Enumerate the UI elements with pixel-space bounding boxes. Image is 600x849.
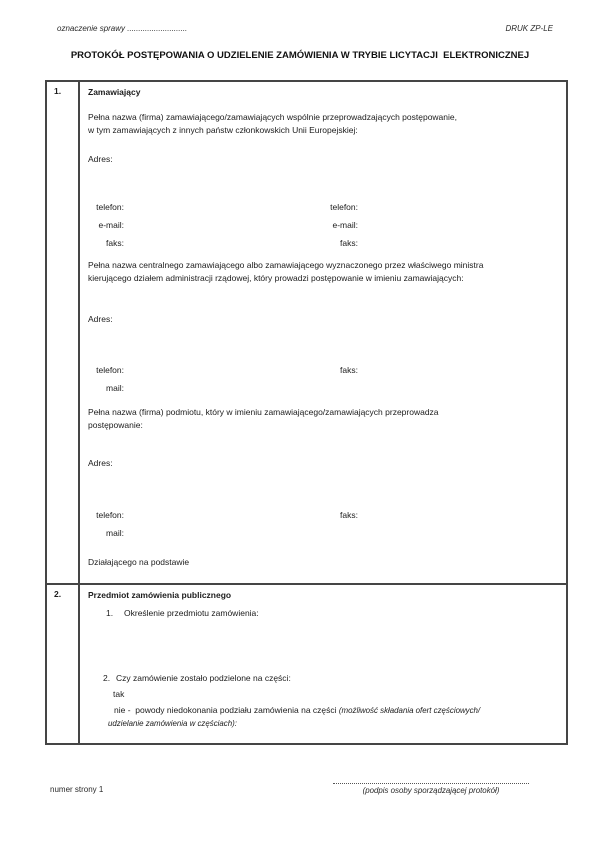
mail-row-2 (88, 379, 556, 397)
telefon-row-1 (88, 198, 556, 216)
email-label-right: e-mail: (332, 220, 358, 230)
contracting-authority-name-label: Pełna nazwa (firma) zamawiającego/zamawiających wspólnie przeprowadzających postępowanie, w tym zamawiających z innych państw członkowskich Unii Europejskiej: (88, 112, 457, 135)
section-2-content (80, 585, 566, 743)
faks-label-left: faks: (106, 238, 124, 248)
mail-row-3 (88, 524, 556, 542)
option-no (88, 704, 556, 730)
case-number-label: oznaczenie sprawy ........................... (57, 24, 188, 33)
document-meta-row (57, 24, 553, 33)
faks-label-right: faks: (340, 238, 358, 248)
section-1-heading: Zamawiający (88, 87, 141, 97)
faks-label-3: faks: (340, 510, 358, 520)
mail-label-3: mail: (106, 528, 124, 538)
signature-block (333, 776, 529, 795)
central-authority-name-label: Pełna nazwa centralnego zamawiającego albo zamawiającego wyznaczonego przez właściwego ministra kierującego działem administracji rządowej, który prowadzi postępowanie w imieniu zamawiających: (88, 260, 484, 283)
email-label-left: e-mail: (98, 220, 124, 230)
telefon-label-3: telefon: (96, 510, 124, 520)
section-1-row (47, 82, 566, 583)
mail-label-2: mail: (106, 383, 124, 393)
telefon-label-left: telefon: (96, 202, 124, 212)
option-no-note-line1: (możliwość składania ofert częściowych/ (338, 706, 481, 715)
conducting-entity-name-label: Pełna nazwa (firma) podmiotu, który w imieniu zamawiającego/zamawiających przeprowadza postępowanie: (88, 407, 439, 430)
faks-row-1 (88, 234, 556, 252)
item-2-number: 2. (103, 673, 111, 683)
option-no-note-line2: udzielanie zamówienia w częściach): (108, 719, 237, 728)
section-1-content (80, 82, 566, 583)
document-title: PROTOKÓŁ POSTĘPOWANIA O UDZIELENIE ZAMÓWIENIA W TRYBIE LICYTACJI ELEKTRONICZNEJ (70, 50, 530, 61)
telefon-label-2: telefon: (96, 365, 124, 375)
signature-caption: (podpis osoby sporządzającej protokół) (362, 786, 500, 795)
signature-dotted-line (333, 776, 529, 784)
section-2-number: 2. (47, 585, 80, 743)
option-no-prefix: nie - powody niedokonania podziału zamówienia na części (114, 705, 339, 715)
address-label-2: Adres: (88, 314, 113, 324)
item-2-text: Czy zamówienie zostało podzielone na części: (116, 673, 291, 683)
telefon-faks-row-3 (88, 506, 556, 524)
telefon-label-right: telefon: (330, 202, 358, 212)
contact-block-3 (88, 506, 556, 542)
email-row-1 (88, 216, 556, 234)
protocol-table (45, 80, 568, 745)
contact-block-1 (88, 198, 556, 252)
address-label-1: Adres: (88, 154, 113, 164)
faks-label-2: faks: (340, 365, 358, 375)
section-2-heading: Przedmiot zamówienia publicznego (88, 590, 232, 600)
subject-definition-item (106, 607, 556, 620)
section-2-row (47, 583, 566, 743)
contact-block-2 (88, 361, 556, 397)
section-1-number: 1. (47, 82, 80, 583)
telefon-faks-row-2 (88, 361, 556, 379)
address-label-3: Adres: (88, 458, 113, 468)
acting-basis-label: Działającego na podstawie (88, 557, 190, 567)
option-yes: tak (113, 689, 125, 699)
item-1-number: 1. (106, 608, 114, 618)
form-code-label: DRUK ZP-LE (505, 24, 553, 33)
page-number: numer strony 1 (50, 785, 104, 794)
division-question-item (103, 672, 556, 685)
item-1-text: Określenie przedmiotu zamówienia: (124, 608, 259, 618)
